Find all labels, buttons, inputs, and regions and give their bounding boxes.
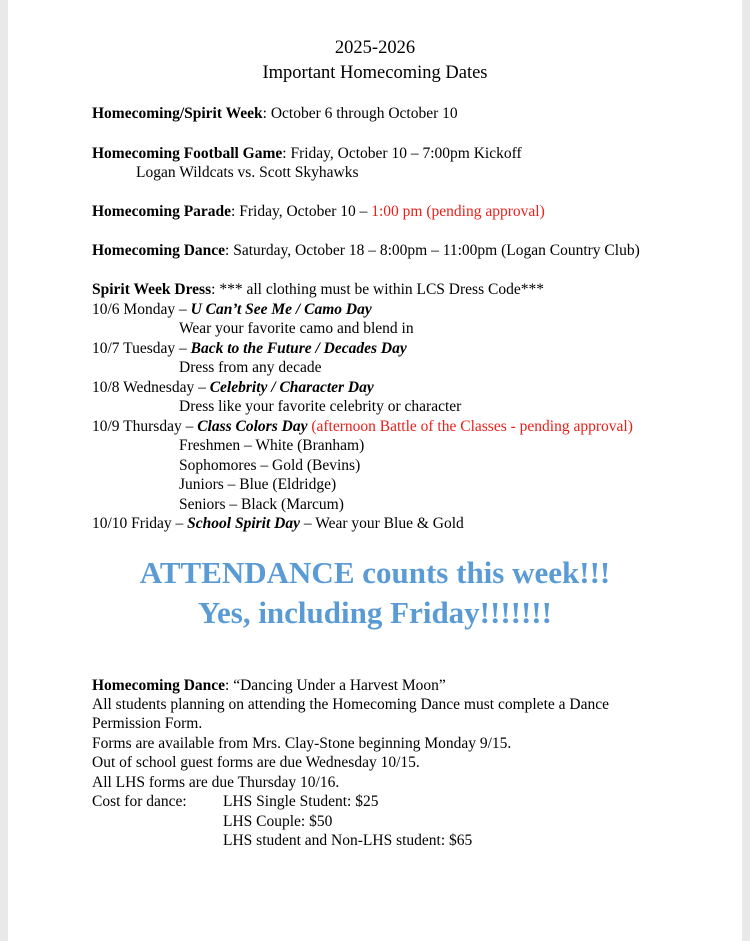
friday-line [92,515,464,533]
class-color-juniors: Juniors – Blue (Eldridge) [179,476,337,493]
dance-label: Homecoming Dance [92,242,226,259]
document-year: 2025-2026 [334,38,416,58]
tuesday-line [92,340,407,358]
tuesday-theme: Back to the Future / Decades Day [190,340,407,357]
wednesday-prefix: 10/8 Wednesday – [92,379,210,396]
parade-label: Homecoming Parade [92,203,232,220]
spirit-dress-header [92,281,544,299]
attendance-subheadline: Yes, including Friday!!!!!!! [198,595,552,630]
wednesday-desc: Dress like your favorite celebrity or character [179,398,462,415]
dance-info-header [92,677,446,695]
dance-theme: : “Dancing Under a Harvest Moon” [225,677,446,694]
wednesday-line [92,379,374,397]
parade-line [92,203,545,221]
thursday-theme: Class Colors Day [197,418,308,435]
cost-single: LHS Single Student: $25 [223,793,379,810]
thursday-line [92,418,633,436]
tuesday-prefix: 10/7 Tuesday – [92,340,191,357]
wednesday-theme: Celebrity / Character Day [209,379,374,396]
football-matchup: Logan Wildcats vs. Scott Skyhawks [136,164,359,181]
dance-details: : Saturday, October 18 – 8:00pm – 11:00pm (Logan Country Club) [225,242,640,259]
dance-info-line: All students planning on attending the Homecoming Dance must complete a Dance [92,696,609,713]
friday-suffix: – Wear your Blue & Gold [299,515,464,532]
attendance-headline: ATTENDANCE counts this week!!! [139,555,611,590]
class-color-freshmen: Freshmen – White (Branham) [179,437,365,454]
monday-desc: Wear your favorite camo and blend in [179,320,414,337]
friday-prefix: 10/10 Friday – [92,515,188,532]
document-title: Important Homecoming Dates [262,63,488,83]
spirit-week-line [92,105,458,123]
document-page [8,0,742,941]
monday-prefix: 10/6 Monday – [92,301,191,318]
cost-label: Cost for dance: [92,793,187,810]
parade-time-pending: 1:00 pm (pending approval) [371,203,545,220]
dance-info-line: Forms are available from Mrs. Clay-Stone beginning Monday 9/15. [92,735,512,752]
monday-line [92,301,372,319]
spirit-week-label: Homecoming/Spirit Week [92,105,263,122]
dance-info-label: Homecoming Dance [92,677,226,694]
dance-info-line: Permission Form. [92,715,203,732]
dance-line [92,242,640,260]
dress-code-note: : *** all clothing must be within LCS Dress Code*** [211,281,544,298]
dance-info-line: All LHS forms are due Thursday 10/16. [92,774,340,791]
cost-mixed: LHS student and Non-LHS student: $65 [223,832,473,849]
football-game-time: : Friday, October 10 – 7:00pm Kickoff [282,145,522,162]
football-game-label: Homecoming Football Game [92,145,283,162]
friday-theme: School Spirit Day [187,515,300,532]
tuesday-desc: Dress from any decade [179,359,322,376]
class-color-sophomores: Sophomores – Gold (Bevins) [179,457,361,474]
dance-info-line: Out of school guest forms are due Wednesday 10/15. [92,754,420,771]
cost-couple: LHS Couple: $50 [223,813,333,830]
football-game-line [92,145,522,163]
thursday-prefix: 10/9 Thursday – [92,418,198,435]
thursday-pending-note: (afternoon Battle of the Classes - pending approval) [307,418,633,435]
spirit-dress-label: Spirit Week Dress [92,281,212,298]
class-color-seniors: Seniors – Black (Marcum) [179,496,344,513]
monday-theme: U Can’t See Me / Camo Day [190,301,372,318]
parade-date: : Friday, October 10 – [231,203,372,220]
spirit-week-dates: : October 6 through October 10 [262,105,458,122]
